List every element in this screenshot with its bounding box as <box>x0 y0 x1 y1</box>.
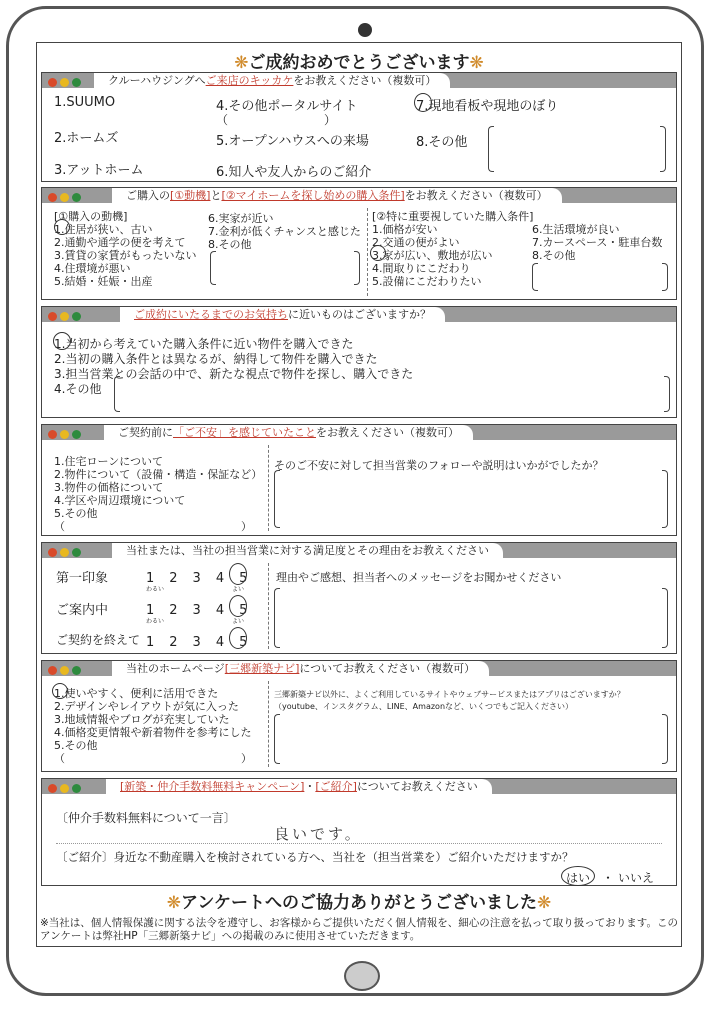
rating-scale[interactable]: 1 2 3 4 5 <box>146 571 249 586</box>
option[interactable]: 3.アットホーム <box>54 163 144 178</box>
input-bracket[interactable] <box>274 715 668 763</box>
option[interactable]: 4.住環境が悪い <box>54 262 131 275</box>
question-text: そのご不安に対して担当営業のフォローや説明はいかがでしたか？ <box>274 459 604 472</box>
option[interactable]: 6.知人や友人からのご紹介 <box>216 165 372 180</box>
input-blank[interactable]: （ ） <box>216 113 337 127</box>
selection-circle <box>229 595 247 617</box>
input-bracket[interactable] <box>532 264 668 290</box>
section-anxiety: ご契約前に「ご不安」を感じていたことをお教えください（複数可） 1.住宅ローンについて 2.物件について（設備・構造・保証など） 3.物件の価格について 4.学区や周辺環境について 5.その他 （ ） そのご不安に対して担当営業のフォローや説明はいかがでしたか？ <box>41 424 677 536</box>
section-campaign: [新築・仲介手数料無料キャンペーン]・[ご紹介]についてお教えください 〔仲介手数料無料について一言〕 良いです。 〔ご紹介〕身近な不動産購入を検討されている方へ、当社を（担当営業を）ご紹介いただけますか？ はい ・ いいえ <box>41 778 677 886</box>
question-text: 三郷新築ナビ以外に、よくご利用しているサイトやウェブサービスまたはアプリはございますか？ <box>274 690 625 699</box>
section-satisfaction: 当社または、当社の担当営業に対する満足度とその理由をお教えください 第一印象 1 2 3 4 5 わるい よい ご案内中 1 2 3 4 5 わるい よい ご契約を終えて 1 2 3 4 5 理由やご感想、担当者へのメッセージをお聞かせください <box>41 542 677 654</box>
answer-line <box>56 843 662 844</box>
option[interactable]: 1.住居が狭い、古い <box>54 223 153 236</box>
separator: ・ <box>602 871 615 885</box>
rating-scale[interactable]: 1 2 3 4 5 <box>146 603 249 618</box>
section-homepage: 当社のホームページ[三郷新築ナビ]についてお教えください（複数可） 1.使いやすく、便利に活用できた 2.デザインやレイアウトが気に入った 3.地域情報やブログが充実していた 4.価格変更情報や新着物件を参考にした 5.その他 （ ） 三郷新築ナビ以外に、よくご利用しているサイトやウェブサービスまたはアプリはございますか？ （youtube、インスタグラム、LINE、Amazonなど、いくつでもご記入ください） <box>41 660 677 772</box>
input-bracket[interactable] <box>210 252 360 284</box>
rating-scale[interactable]: 1 2 3 4 5 <box>146 635 249 650</box>
option[interactable]: 3.地域情報やブログが充実していた <box>54 713 230 726</box>
question-text: 〔仲介手数料無料について一言〕 <box>56 811 236 825</box>
low-label: わるい <box>146 618 165 625</box>
thanks-title: ❋アンケートへのご協力ありがとうございました❋ <box>166 893 552 913</box>
option[interactable]: 6.実家が近い <box>208 212 274 225</box>
option[interactable]: 3.担当営業との会話の中で、新たな視点で物件を探し、購入できた <box>54 367 414 381</box>
list-head: [②特に重要視していた購入条件] <box>372 210 534 223</box>
rating-label: ご案内中 <box>56 603 109 618</box>
handwritten-answer[interactable]: 良いです。 <box>274 825 363 843</box>
selection-circle <box>561 866 595 886</box>
option[interactable]: 5.その他 <box>54 507 98 520</box>
selection-circle <box>52 683 68 699</box>
yes-option[interactable]: はい <box>566 871 591 885</box>
option[interactable]: 3.賃貸の家賃がもったいない <box>54 249 197 262</box>
selection-circle <box>229 627 247 649</box>
list-head: [①購入の動機] <box>54 210 128 223</box>
option[interactable]: 8.その他 <box>532 249 576 262</box>
section-visit-trigger: クルーハウジングへご来店のキッカケをお教えください（複数可） 1.SUUMO 2.ホームズ 3.アットホーム 4.その他ポータルサイト （ ） 5.オープンハウスへの来場 6.知人や友人からのご紹介 7.現地看板や現地のぼり 8.その他 <box>41 72 677 182</box>
option[interactable]: 3.家が広い、敷地が広い <box>372 249 493 262</box>
option[interactable]: 5.設備にこだわりたい <box>372 275 482 288</box>
option[interactable]: 1.価格が安い <box>372 223 438 236</box>
section-motive: ご購入の[①動機]と[②マイホームを探し始めの購入条件]をお教えください（複数可） [①購入の動機] 1.住居が狭い、古い 2.通勤や通学の便を考えて 3.賃貸の家賃がもったいない 4.住環境が悪い 5.結婚・妊娠・出産 6.実家が近い 7.金利が低くチャンスと感じた 8.その他 [②特に重要視していた購入条件] 1.価格が安い 2.交通の便がよい 3.家が広い、敷地が広い 4.間取りにこだわり 5.設備にこだわりたい 6.生活環境が良い 7.カースペース・駐車台数 8.その他 <box>41 187 677 300</box>
option[interactable]: 2.ホームズ <box>54 131 119 146</box>
option[interactable]: 1.当初から考えていた購入条件に近い物件を購入できた <box>54 337 354 351</box>
privacy-footer: ※当社は、個人情報保護に関する法令を遵守し、お客様からご提供いただく個人情報を、細心の注意を払って取り扱っております。このアンケートは弊社HP「三郷新築ナビ」への掲載のみに使用させていただきます。 <box>40 917 678 942</box>
option[interactable]: 4.学区や周辺環境について <box>54 494 186 507</box>
option[interactable]: 1.住宅ローンについて <box>54 455 164 468</box>
option[interactable]: 4.その他 <box>54 382 102 396</box>
input-blank[interactable]: （ ） <box>54 520 252 533</box>
divider <box>367 208 368 296</box>
home-button <box>344 961 380 991</box>
input-bracket[interactable] <box>488 127 666 171</box>
no-option[interactable]: いいえ <box>618 871 655 885</box>
selection-circle <box>229 563 247 585</box>
camera-dot <box>358 23 372 37</box>
rating-label: 第一印象 <box>56 571 109 586</box>
question-text: 〔ご紹介〕身近な不動産購入を検討されている方へ、当社を（担当営業を）ご紹介いただけますか？ <box>56 850 574 864</box>
input-bracket[interactable] <box>114 377 670 411</box>
option[interactable]: 4.その他ポータルサイト <box>216 99 358 114</box>
low-label: わるい <box>146 586 165 593</box>
divider <box>268 563 269 649</box>
flower-icon: ❋ <box>234 53 249 73</box>
question-note: （youtube、インスタグラム、LINE、Amazonなど、いくつでもご記入ください） <box>274 702 574 711</box>
input-bracket[interactable] <box>274 589 668 647</box>
option[interactable]: 8.その他 <box>208 238 252 251</box>
flower-icon: ❋ <box>469 53 484 73</box>
option[interactable]: 7.金利が低くチャンスと感じた <box>208 225 361 238</box>
option[interactable]: 3.物件の価格について <box>54 481 164 494</box>
question-text: 理由やご感想、担当者へのメッセージをお聞かせください <box>276 571 562 584</box>
option[interactable]: 1.SUUMO <box>54 95 116 110</box>
option[interactable]: 4.価格変更情報や新着物件を参考にした <box>54 726 252 739</box>
selection-circle <box>54 219 70 235</box>
flower-icon: ❋ <box>166 893 181 913</box>
option[interactable]: 8.その他 <box>416 135 468 150</box>
option[interactable]: 2.交通の便がよい <box>372 236 460 249</box>
page-title: ❋ご成約おめでとうございます❋ <box>234 53 484 73</box>
divider <box>268 445 269 531</box>
selection-circle <box>53 332 71 350</box>
high-label: よい <box>232 586 245 593</box>
selection-circle <box>370 245 386 261</box>
input-bracket[interactable] <box>274 471 668 527</box>
option[interactable]: 6.生活環境が良い <box>532 223 620 236</box>
option[interactable]: 2.通勤や通学の便を考えて <box>54 236 186 249</box>
divider <box>268 681 269 767</box>
high-label: よい <box>232 618 245 625</box>
option[interactable]: 5.結婚・妊娠・出産 <box>54 275 153 288</box>
option[interactable]: 7.現地看板や現地のぼり <box>416 99 559 114</box>
selection-circle <box>414 93 432 112</box>
option[interactable]: 2.当初の購入条件とは異なるが、納得して物件を購入できた <box>54 352 378 366</box>
option[interactable]: 7.カースペース・駐車台数 <box>532 236 663 249</box>
option[interactable]: 4.間取りにこだわり <box>372 262 471 275</box>
rating-label: ご契約を終えて <box>56 633 141 647</box>
option[interactable]: 2.デザインやレイアウトが気に入った <box>54 700 239 713</box>
option[interactable]: 5.オープンハウスへの来場 <box>216 134 369 149</box>
option[interactable]: 5.その他 <box>54 739 98 752</box>
input-blank[interactable]: （ ） <box>54 752 252 765</box>
section-feeling: ご成約にいたるまでのお気持ちに近いものはございますか？ 1.当初から考えていた購入条件に近い物件を購入できた 2.当初の購入条件とは異なるが、納得して物件を購入できた 3.担当営業との会話の中で、新たな視点で物件を探し、購入できた 4.その他 <box>41 306 677 418</box>
option[interactable]: 1.使いやすく、便利に活用できた <box>54 687 219 700</box>
option[interactable]: 2.物件について（設備・構造・保証など） <box>54 468 263 481</box>
flower-icon: ❋ <box>536 893 552 913</box>
